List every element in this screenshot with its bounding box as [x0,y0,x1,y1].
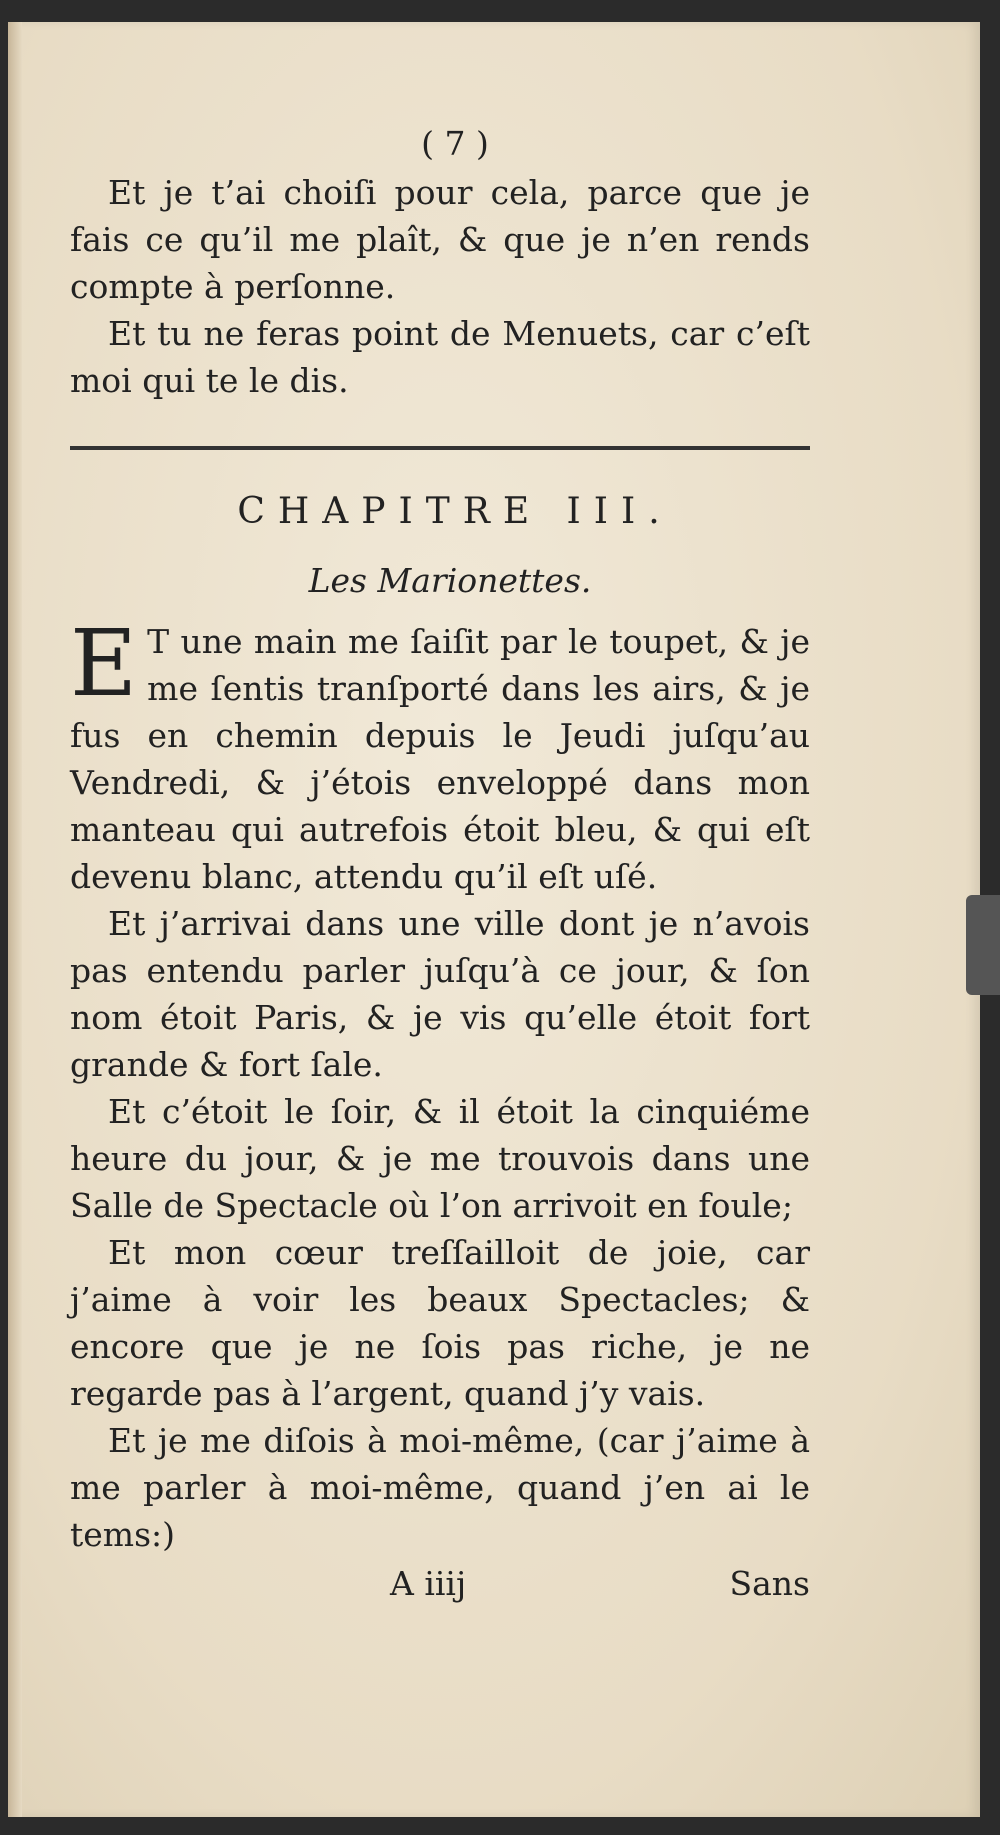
paragraph: Et je me diſois à moi-même, (car j’aime à me parler à moi-même, quand j’en ai le tems:) [70,1421,810,1554]
paragraph: Et mon cœur treſſailloit de joie, car j’aime à voir les beaux Spectacles; & encore que je ne ſois pas riche, je ne regarde pas à l’argent, quand j’y vais. [70,1233,810,1413]
paragraph: Et je t’ai choiſi pour cela, parce que je fais ce qu’il me plaît, & que je n’en rends compte à perſonne. [70,173,810,306]
page-number: ( 7 ) [421,124,489,163]
first-paragraph [70,610,810,900]
first-paragraph-text: T une main me ſaiſit par le toupet, & je me ſentis tranſporté dans les airs, & je fus en chemin depuis le Jeudi juſqu’au Vendredi, & j’étois enveloppé dans mon manteau qui autrefois étoit bleu, & qui eſt devenu blanc, attendu qu’il eſt uſé. [70,622,810,896]
chapter-title: CHAPITRE III. [237,491,673,532]
page-footer [390,1560,810,1607]
drop-cap: E [70,610,138,717]
page-clip [966,895,1000,995]
signature-mark: A iiij [390,1564,467,1603]
paragraph: Et tu ne feras point de Menuets, car c’eſt moi qui te le dis. [70,314,810,400]
paragraph: Et c’étoit le ſoir, & il étoit la cinquiéme heure du jour, & je me trouvois dans une Salle de Spectacle où l’on arrivoit en foule; [70,1092,810,1225]
paragraph: Et j’arrivai dans une ville dont je n’avois pas entendu parler juſqu’à ce jour, & ſon nom étoit Paris, & je vis qu’elle étoit fort grande & fort ſale. [70,904,810,1084]
chapter-subtitle: Les Marionettes. [308,561,592,600]
chapter-divider [70,446,810,450]
catchword: Sans [729,1564,810,1603]
page-gutter [8,22,22,1817]
page-text-block [70,120,810,1607]
